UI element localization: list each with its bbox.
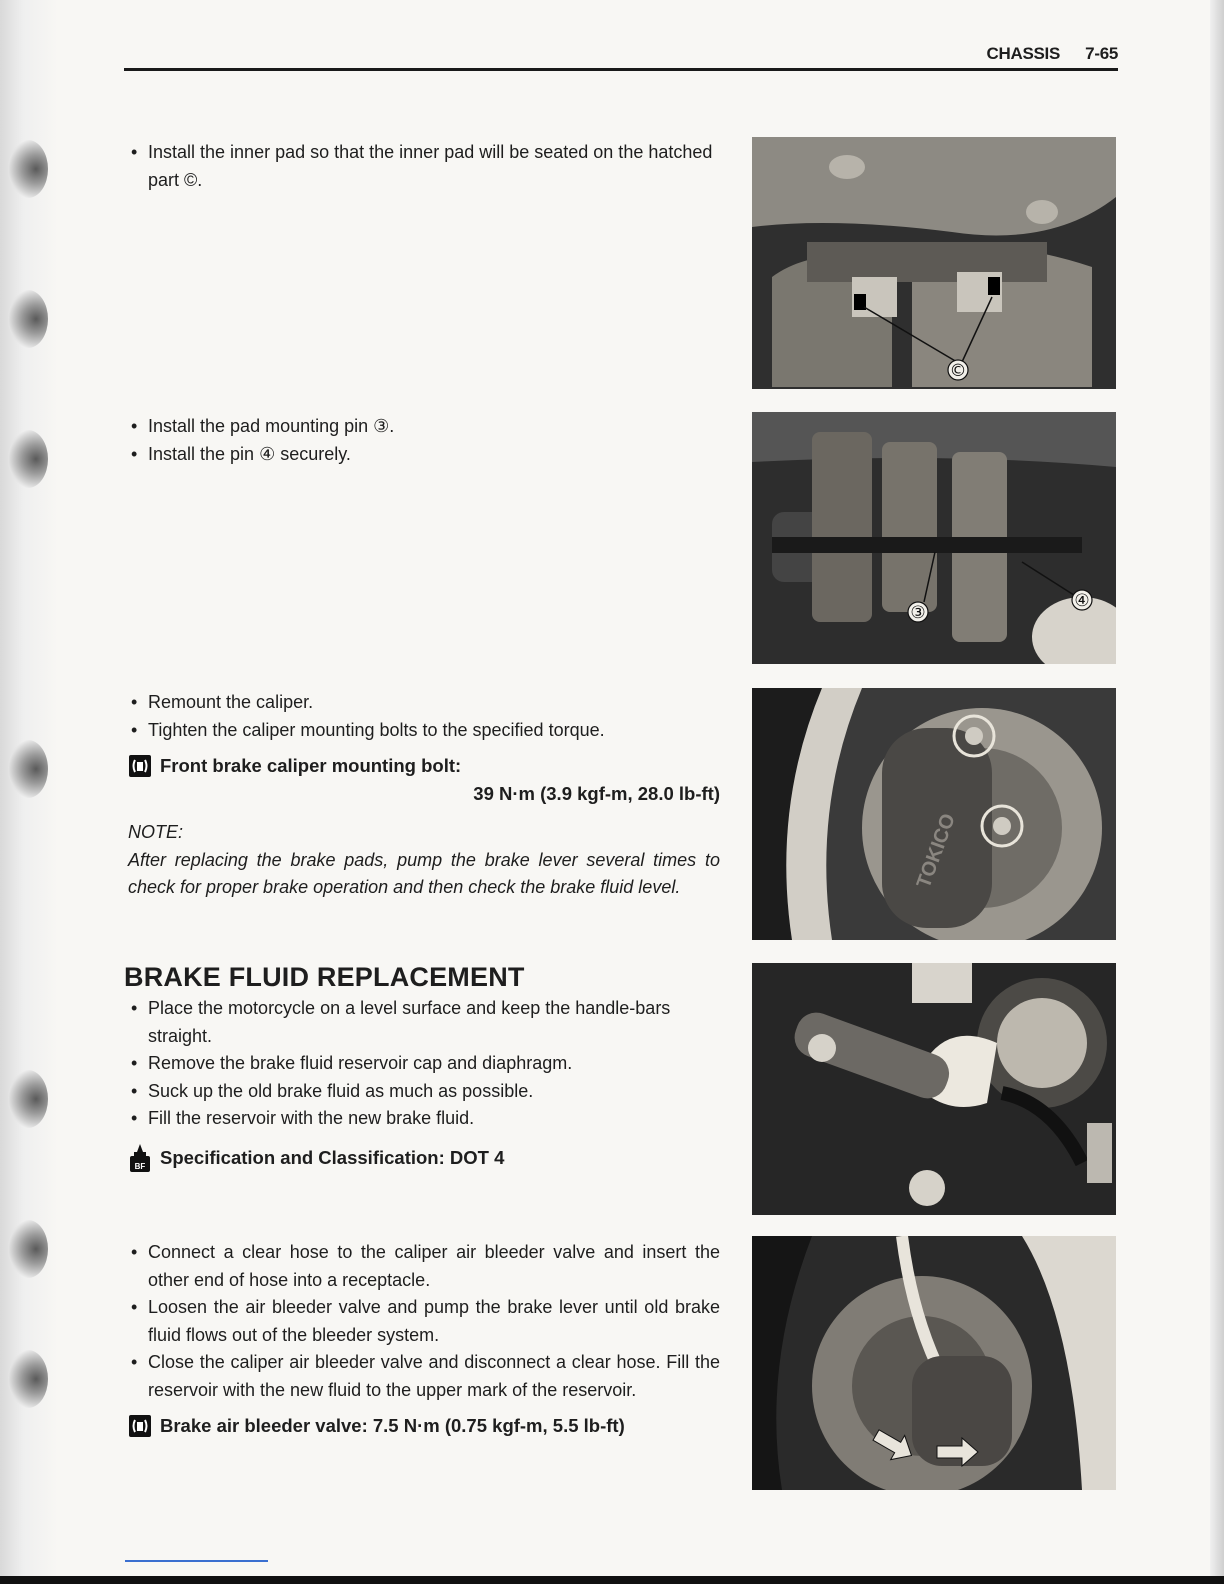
list-item: • Suck up the old brake fluid as much as possible.: [128, 1078, 720, 1106]
punch-hole: [8, 430, 48, 488]
section-title: CHASSIS: [986, 44, 1060, 63]
torque-spec-label: Front brake caliper mounting bolt:: [160, 755, 462, 776]
brake-fluid-icon: [128, 1143, 152, 1173]
torque-spec: [128, 752, 720, 780]
page-right-edge: [1210, 0, 1224, 1584]
fluid-spec: [128, 1143, 720, 1173]
list-item: • Remove the brake fluid reservoir cap and diaphragm.: [128, 1050, 720, 1078]
torque-wrench-icon: [128, 754, 152, 778]
photo-remount-caliper: [752, 688, 1116, 940]
fluid-spec-label: Specification and Classification: DOT 4: [160, 1146, 505, 1168]
photo-pad-pin: [752, 412, 1116, 664]
list-item: • Place the motorcycle on a level surface and keep the handle-bars straight.: [128, 995, 720, 1050]
punch-hole: [8, 1220, 48, 1278]
list-item: • Install the inner pad so that the inner pad will be seated on the hatched part ©.: [128, 139, 720, 194]
brake-fluid-icon-text: BF: [134, 1161, 146, 1171]
photo-reservoir: [752, 963, 1116, 1215]
section-heading: BRAKE FLUID REPLACEMENT: [124, 962, 525, 992]
bleeder-torque-spec: [128, 1412, 720, 1440]
punch-hole: [8, 290, 48, 348]
caliper-brand: TOKICO: [912, 810, 960, 892]
step-pad-pin: [128, 413, 720, 468]
list-item: • Tighten the caliper mounting bolts to the specified torque.: [128, 717, 720, 745]
list-item: • Close the caliper air bleeder valve and disconnect a clear hose. Fill the reservoir with the new fluid to the upper mark of the reservoir.: [128, 1349, 720, 1404]
callout-4: ④: [1074, 591, 1090, 611]
step-inner-pad: [128, 139, 720, 194]
punch-hole: [8, 1070, 48, 1128]
callout-3: ③: [910, 603, 926, 623]
step-remount-caliper: [128, 689, 720, 902]
photo-inner-pad: [752, 137, 1116, 389]
punch-hole: [8, 1350, 48, 1408]
bottom-mark: [125, 1560, 268, 1562]
page-number: 7-65: [1085, 44, 1118, 63]
step-fluid-replacement: [128, 995, 720, 1173]
bleeder-torque-label: Brake air bleeder valve: 7.5 N·m (0.75 kgf-m, 5.5 lb-ft): [160, 1415, 625, 1436]
note-text: After replacing the brake pads, pump the brake lever several times to check for proper brake operation and then check the brake fluid level.: [128, 849, 720, 897]
list-item: • Loosen the air bleeder valve and pump the brake lever until old brake fluid flows out of the bleeder system.: [128, 1294, 720, 1349]
list-item: • Install the pin ④ securely.: [128, 441, 720, 469]
list-item: • Connect a clear hose to the caliper air bleeder valve and insert the other end of hose into a receptacle.: [128, 1239, 720, 1294]
callout-c: ©: [949, 361, 967, 381]
page-bottom-edge: [0, 1576, 1224, 1584]
photo-bleeder-hose: [752, 1236, 1116, 1490]
page-header: [124, 44, 1118, 70]
list-item: • Remount the caliper.: [128, 689, 720, 717]
torque-spec-value: 39 N·m (3.9 kgf-m, 28.0 lb-ft): [473, 782, 720, 804]
list-item: • Install the pad mounting pin ③.: [128, 413, 720, 441]
punch-hole: [8, 140, 48, 198]
list-item: • Fill the reservoir with the new brake fluid.: [128, 1105, 720, 1133]
note-label: NOTE:: [128, 822, 184, 842]
binder-edge: [0, 0, 58, 1584]
torque-wrench-icon: [128, 1414, 152, 1438]
header-rule: [124, 68, 1118, 71]
punch-hole: [8, 740, 48, 798]
step-bleed-air: [128, 1239, 720, 1440]
